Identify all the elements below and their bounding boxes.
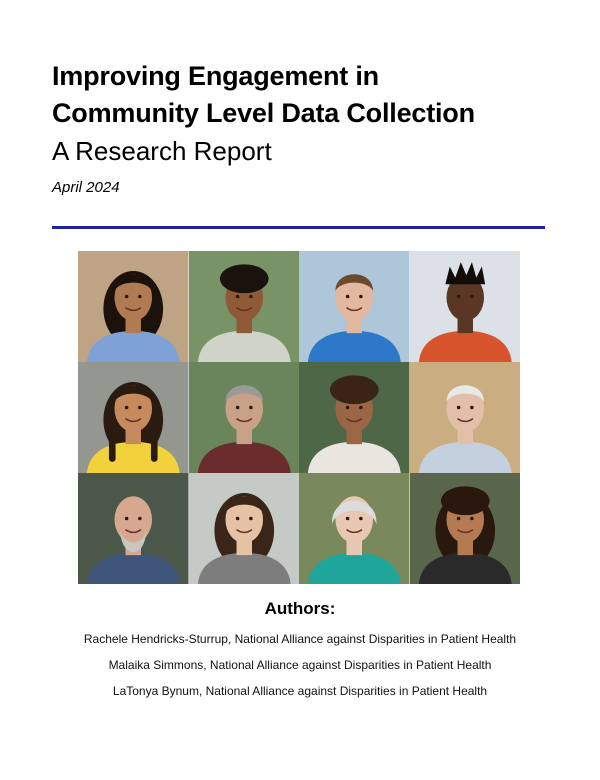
author-1: Rachele Hendricks-Sturrup, National Alliance against Disparities in Patient Health: [83, 632, 517, 646]
report-subtitle: A Research Report: [52, 136, 272, 166]
portrait-photo-1: [78, 251, 189, 362]
title-line-2: Community Level Data Collection: [52, 98, 475, 128]
portrait-photo-9: [78, 473, 189, 584]
portrait-photo-12: [410, 473, 521, 584]
author-3: LaTonya Bynum, National Alliance against Disparities in Patient Health: [112, 684, 488, 698]
portrait-photo-8: [410, 362, 521, 473]
portrait-photo-4: [410, 251, 521, 362]
portrait-photo-11: [299, 473, 410, 584]
report-date: April 2024: [52, 179, 120, 196]
portrait-photo-3: [299, 251, 410, 362]
portrait-photo-2: [189, 251, 300, 362]
portrait-collage: [78, 251, 520, 584]
portrait-photo-6: [189, 362, 300, 473]
portrait-photo-10: [189, 473, 300, 584]
portrait-photo-5: [78, 362, 189, 473]
accent-rule: [52, 226, 545, 229]
title-line-1: Improving Engagement in: [52, 61, 379, 91]
authors-heading: Authors:: [264, 599, 336, 618]
portrait-photo-7: [299, 362, 410, 473]
author-2: Malaika Simmons, National Alliance against Disparities in Patient Health: [108, 658, 492, 672]
report-title: [52, 58, 475, 132]
